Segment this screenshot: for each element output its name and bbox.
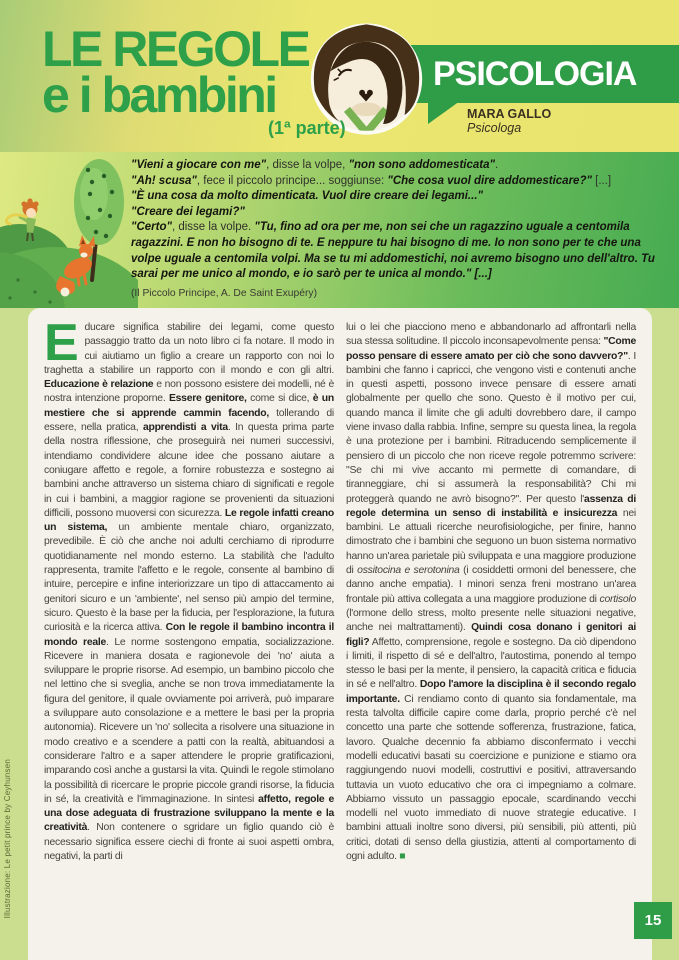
speech-bubble-tail-icon [428, 101, 460, 124]
author-name: MARA GALLO [467, 107, 552, 121]
text-segment: "non sono addomesticata" [348, 159, 495, 171]
text-segment: lui o lei che piacciono meno e abbandonarlo ad affrontarli nella sua stessa solitudine. Il piccolo inconsapevolmente pensa: [346, 322, 636, 348]
text-segment: nei bambini. Le attuali ricerche neurofisiologiche, per finire, hanno dimostrato che i bambini che seguono un buon sistema normativo hanno un'area parietale più sviluppata e una maggiore produzione di [346, 507, 636, 577]
article-text-left [44, 314, 335, 862]
text-segment: Le regole infatti creano un sistema, [44, 507, 334, 534]
article-column-left [44, 314, 335, 864]
text-segment: . [494, 159, 499, 171]
subtitle-part-label: (1ª parte) [268, 118, 346, 138]
text-segment: e non possono esistere dei modelli, né è nostra intenzione proporne. [44, 379, 334, 405]
text-segment: (i cosiddetti ormoni del benessere, che danno anche empatia). I minori senza freni mostrano un'area frontale più attiva collegata a una maggiore produzione di [346, 565, 637, 605]
illustration-credit: Illustrazione: Le petit prince by Ceyhunsen [3, 758, 12, 918]
text-segment: Quindi cosa donano i genitori ai figli? [346, 622, 636, 648]
article-column-right [346, 321, 636, 864]
text-segment: . Non contenere o sgridare un figlio quando ciò è necessario significa essere ciechi di fronte ai suoi aspetti ombra, negativi, la parti di [44, 822, 334, 862]
quote-text [131, 158, 669, 301]
text-segment: "Come posso pensare di essere amato per ciò che sono davvero?" [346, 336, 636, 362]
text-segment: [...] [591, 174, 612, 187]
quote-lines [131, 158, 669, 283]
dropcap: E [44, 314, 79, 372]
quote-line [131, 158, 669, 174]
quote-section [0, 152, 679, 308]
author-role: Psicologa [467, 121, 522, 135]
text-segment: (l'ormone dello stress, molto presente nelle situazioni negative, anche nei maltrattamenti). [346, 607, 636, 634]
quote-line [131, 205, 669, 221]
text-segment: assenza di regole determina un senso di instabilità e insicurezza [346, 493, 636, 519]
text-segment: "Vieni a giocare con me" [131, 159, 267, 171]
text-segment: come si dice, [246, 393, 313, 405]
text-segment: ossitocina e serotonina [357, 565, 460, 577]
text-segment: Dopo l'amore la disciplina è il secondo regalo importante. [346, 679, 636, 705]
text-segment: "È una cosa da molto dimenticata. Vuol dire creare dei legami..." [131, 190, 483, 203]
text-segment: "Tu, fino ad ora per me, non sei che un ragazzino uguale a centomila ragazzini. E non ho bisogno di te. E neppure tu hai bisogno di me. Io non sono per te che una volpe uguale a centomila volpi. Ma se tu mi addomestichi, noi avremo bisogno uno dell'altro. Tu sarai per me unico al mondo, e io sarò per te unica al mondo." [...] [131, 221, 655, 281]
section-label: PSICOLOGIA [433, 54, 637, 93]
text-segment: apprendisti a vita [142, 422, 228, 434]
text-segment: Ci rendiamo conto di quanto sia fondamentale, ma resta talvolta difficile capire come darla, proprio perché c'è nel concetto una parte che sottende sofferenza, frustrazione, fatica, lavoro. Qualche decennio fa abbiamo disconfermato i vecchi modelli educativi basati su coercizione e punizione e stiamo ora raggiungendo nuovi modelli, costruttivi e positivi, attraversando tuttavia un vuoto educativo che ora ci impegniamo a colmare. Abbiamo vissuto un passaggio epocale, scardinando vecchi modelli nel vuoto immediato di nuove strategie educative. I bambini attuali inoltre sono diversi, più sensibili, più attenti, più critici, dotati di senso della giustizia, attenti al comportamento di ogni adulto. [346, 693, 636, 862]
text-segment: ■ [399, 850, 406, 862]
text-segment: Con le regole il bambino incontra il mondo reale [44, 622, 334, 648]
text-segment: cortisolo [599, 593, 636, 605]
article-columns [28, 308, 652, 864]
page-title-line1: LE REGOLE [42, 21, 309, 77]
page-number-badge: 15 [634, 902, 672, 939]
text-segment: un ambiente mentale chiaro, organizzato, prevedibile. È ciò che anche noi adulti cerchiamo di riprodurre quotidianamente nel mondo esterno. La stabilità che l'adulto rappresenta, tramite l'affetto e le regole, consente al bambino di intuire, percepire e infine interiorizzare un tipo di attaccamento ai genitori sicuro e un 'ambiente', nel senso più ampio del termine, sicuro. Questo è la base per la fiducia, per l'esplorazione, la futura curiosità e la ricerca attiva. [44, 522, 334, 634]
article-text-right [346, 322, 636, 862]
text-segment: affetto, regole e una dose adeguata di frustrazione sviluppano la mente e la creatività [44, 793, 335, 834]
text-segment: "Che cosa vuol dire addomesticare?" [387, 174, 592, 187]
title-block [42, 21, 309, 123]
author-block [467, 107, 551, 135]
quote-attribution: (Il Piccolo Principe, A. De Saint Exupéry) [131, 287, 317, 299]
article-body [28, 308, 652, 960]
header [0, 0, 679, 152]
text-segment: Essere genitore, [168, 393, 247, 405]
text-segment: Educazione è relazione [44, 379, 154, 391]
text-segment: . I bambini che fanno i capricci, che vengono visti e contenuti anche in questi aspetti, possono invece pensare di essere amati globalmente per quello che sono. Questo è il motivo per cui, quando manca il limite che gli adulti dovrebbero dare, il campo viene invaso dalla rabbia. Infine, sempre su questa linea, la regola è una protezione per i bambini. Ritraducendo semplicemente il pensiero di un piccolo che non riceve regole potremmo scrivere: "Se chi mi vive accanto mi permette di comandare, di tiranneggiare, chi si assumerà la responsabilità? Chi mi proteggerà quando ne avrò bisogno?". Per questo l' [346, 350, 636, 505]
text-segment: tollerando di essere, nella pratica, [44, 407, 334, 434]
quote-line [131, 220, 669, 282]
text-segment: , disse la volpe, [266, 159, 349, 171]
text-segment: . Le norme sostengono empatia, socializzazione. Ricevere in maniera dosata e ragionevole dei 'no' aiuta a sviluppare le proprie risorse. Ad esempio, un bambino piccolo che nel lettino che si sveglia, anche se non trova immediatamente la figura del genitore, il quale ovviamente poi arriverà, può imparare a sviluppare auto consolazione e a mettere le basi per la propria autonomia). Ricevere un 'no' sollecita a risolvere una situazione in modo creativo e a scendere a patti con la realtà, abituandosi a considerare l'altro e a saper attendere le proprie gratificazioni, imparando così anche a gustarsi la vita. Quindi le regole stimolano la possibilità di ricercare le proprie piccole grandi risorse, la fiducia in sé, la creatività e l'immaginazione. In sintesi [44, 636, 335, 805]
text-segment: "Ah! scusa" [131, 174, 197, 187]
text-segment: è un mestiere che si apprende cammin facendo, [44, 393, 334, 419]
text-segment: ducare significa stabilire dei legami, come questo passaggio tratto da un noto libro ci fa notare. Il modo in cui aiutiamo un figlio a creare un rapporto con noi lo traghetta a stabilire un rapporto con il mondo e con gli altri. [44, 322, 334, 376]
text-segment: "Certo" [131, 221, 172, 234]
text-segment: . In questa prima parte della nostra riflessione, che proseguirà nei numeri successivi, intendiamo condividere alcune idee che possano aiutare a coniugare affetto e regole, a fornire robustezza e sostegno ai bambini anche attraverso un sistema chiaro di significati e regole in cui i bambini, a maggior ragione se provenienti da situazioni difficili, possono muoversi con sicurezza. [44, 422, 334, 519]
quote-line [131, 174, 669, 190]
text-segment: , fece il piccolo principe... soggiunse: [196, 174, 388, 187]
text-segment: "Creare dei legami?" [131, 205, 245, 218]
little-prince-illustration [0, 152, 138, 308]
quote-line [131, 189, 669, 205]
text-segment: Affetto, comprensione, regole e sostegno. Da ciò dipendono i limiti, il rispetto di sé e dell'altro, l'autostima, ponendo al tempo stesso le basi per la mente, il pensiero, la capacità critica e fiducia in sé e nell'altro. [346, 636, 636, 691]
page-title-line2: e i bambini [42, 67, 276, 123]
text-segment: , disse la volpe. [171, 221, 255, 234]
section-banner [397, 45, 679, 103]
